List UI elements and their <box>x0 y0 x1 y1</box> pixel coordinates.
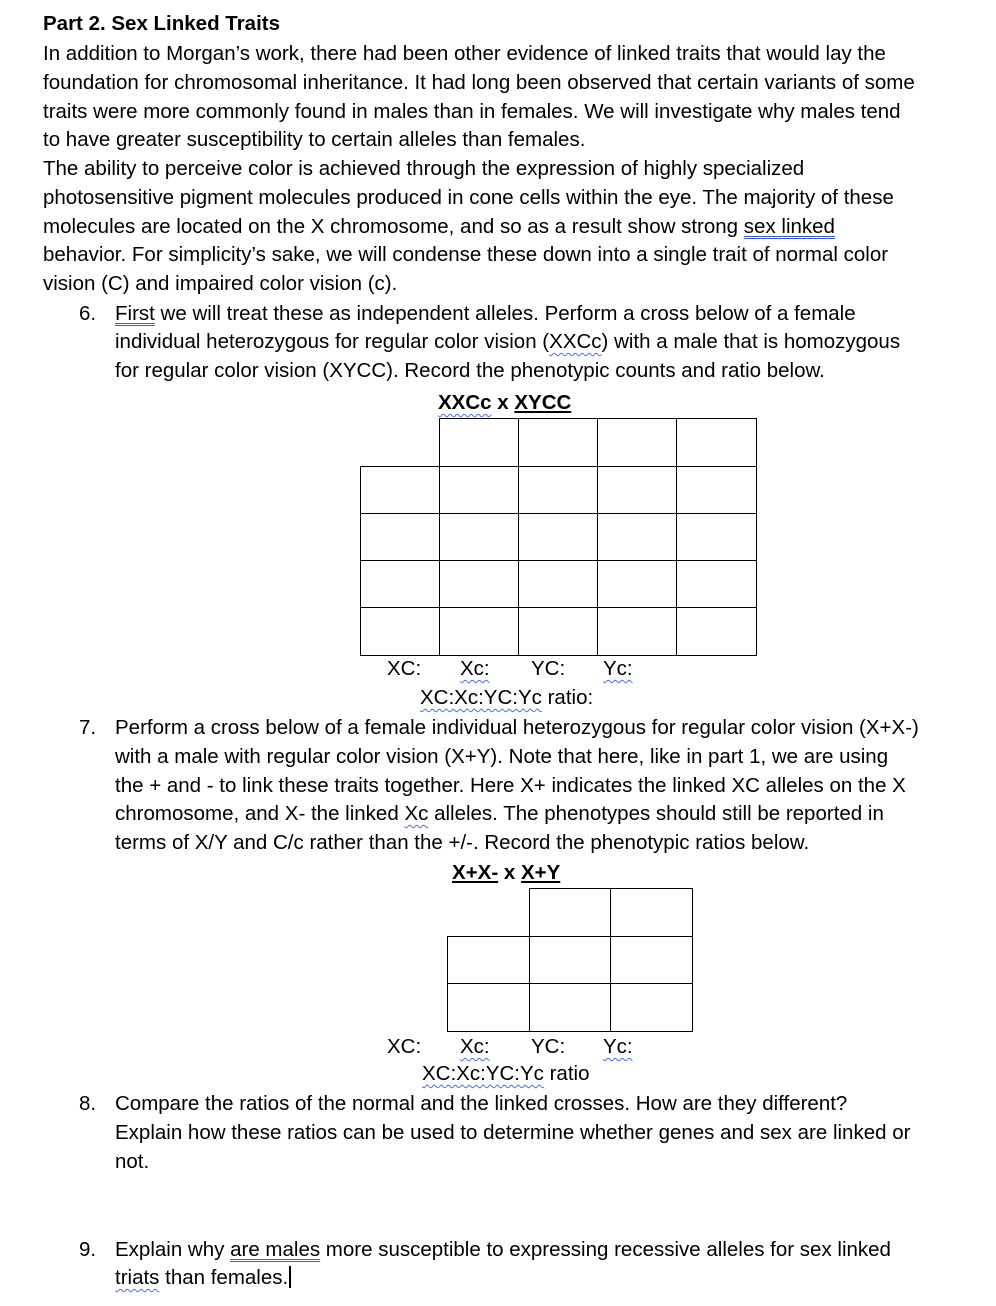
punnett-header-cell[interactable] <box>529 888 611 937</box>
q9-line-1 <box>115 1236 891 1265</box>
q6-line-1 <box>115 300 856 329</box>
q7-ratio-label: XC:Xc:YC:Yc <box>422 1062 544 1085</box>
q7-line-2: with a male with regular color vision (X+Y). Note that here, like in part 1, we are using <box>115 745 889 768</box>
q6-count-yc-lower <box>603 655 633 684</box>
q8-line-3: not. <box>115 1150 150 1173</box>
punnett-cell[interactable] <box>529 936 611 984</box>
q7-line-3: the + and - to link these traits together. Here X+ indicates the linked XC alleles on the X <box>115 774 906 797</box>
spell-flag-xxcc: XXCc <box>549 330 602 353</box>
punnett-cell[interactable] <box>610 983 693 1032</box>
q6-line-2 <box>115 328 900 357</box>
grammar-flag-sex-linked: sex linked <box>743 215 835 238</box>
grammar-flag-are-males: are males <box>230 1238 321 1261</box>
punnett-cell[interactable] <box>610 936 693 984</box>
punnett-cell[interactable] <box>676 607 757 656</box>
q6-count-xc-lower <box>460 655 490 684</box>
q6-ratio-label: XC:Xc:YC:Yc <box>420 686 542 709</box>
q6-ratio-suffix: ratio: <box>541 686 594 709</box>
intro-line-1: In addition to Morgan’s work, there had been other evidence of linked traits that would lay the <box>43 42 886 65</box>
q7-line-4a: chromosome, and X- the linked <box>115 802 405 825</box>
para2-line-2: photosensitive pigment molecules produced in cone cells within the eye. The majority of these <box>43 186 894 209</box>
q6-cross-label <box>438 389 571 418</box>
q6-ratio <box>420 684 593 713</box>
q6-number: 6. <box>79 302 97 325</box>
q7-count-xc-lower-text: Xc: <box>460 1035 490 1058</box>
q6-line-1-text: we will treat these as independent alleles. Perform a cross below of a female <box>154 302 856 325</box>
grammar-flag-first: First <box>115 302 155 325</box>
q7-cross-x: x <box>498 861 521 884</box>
punnett-cell[interactable] <box>529 983 611 1032</box>
q7-line-1: Perform a cross below of a female individual heterozygous for regular color vision (X+X-) <box>115 716 919 739</box>
punnett-cell[interactable] <box>439 560 519 608</box>
q6-count-xc: XC: <box>387 657 422 680</box>
intro-line-3: traits were more commonly found in males than in females. We will investigate why males tend <box>43 100 901 123</box>
punnett-cell[interactable] <box>518 560 598 608</box>
para2-line-5: vision (C) and impaired color vision (c). <box>43 272 398 295</box>
punnett-header-cell[interactable] <box>518 418 598 467</box>
para2-line-1: The ability to perceive color is achieved through the expression of highly specialized <box>43 157 805 180</box>
punnett-cell[interactable] <box>439 607 519 656</box>
punnett-cell[interactable] <box>676 513 757 561</box>
q9-line-2[interactable] <box>115 1264 291 1293</box>
text-cursor <box>289 1266 291 1288</box>
spell-flag-xc: Xc <box>404 802 429 825</box>
q7-count-yc-lower <box>603 1033 633 1062</box>
punnett-cell[interactable] <box>439 513 519 561</box>
q7-cross-male: X+Y <box>520 861 561 884</box>
punnett-header-cell[interactable] <box>676 418 757 467</box>
q6-count-yc: YC: <box>531 657 566 680</box>
punnett-cell[interactable] <box>676 466 757 514</box>
q9-line-1a: Explain why <box>115 1238 231 1261</box>
punnett-cell[interactable] <box>447 936 530 984</box>
punnett-cell[interactable] <box>439 466 519 514</box>
q9-number: 9. <box>79 1238 97 1261</box>
punnett-cell[interactable] <box>597 607 677 656</box>
q6-line-2a: individual heterozygous for regular color vision ( <box>115 330 550 353</box>
punnett-cell[interactable] <box>518 513 598 561</box>
punnett-cell[interactable] <box>360 513 440 561</box>
q7-line-4c: alleles. The phenotypes should still be reported in <box>428 802 884 825</box>
q9-line-2b: than females. <box>159 1266 289 1289</box>
q6-count-yc-lower-text: Yc: <box>603 657 633 680</box>
punnett-cell[interactable] <box>597 466 677 514</box>
q8-line-2: Explain how these ratios can be used to determine whether genes and sex are linked or <box>115 1121 911 1144</box>
q6-cross-x: x <box>491 391 515 414</box>
q7-cross-female: X+X- <box>452 861 499 884</box>
punnett-header-cell[interactable] <box>610 888 693 937</box>
punnett-cell[interactable] <box>518 607 598 656</box>
q7-ratio-suffix: ratio <box>543 1062 590 1085</box>
para2-line-4: behavior. For simplicity’s sake, we will condense these down into a single trait of normal color <box>43 243 889 266</box>
q8-number: 8. <box>79 1092 97 1115</box>
para2-line-3 <box>43 213 835 242</box>
spell-flag-triats: triats <box>115 1266 160 1289</box>
punnett-cell[interactable] <box>597 513 677 561</box>
q9-line-1c: more susceptible to expressing recessive alleles for sex linked <box>320 1238 891 1261</box>
intro-line-2: foundation for chromosomal inheritance. It had long been observed that certain variants of some <box>43 71 915 94</box>
punnett-cell[interactable] <box>518 466 598 514</box>
punnett-header-cell[interactable] <box>597 418 677 467</box>
q6-cross-male: XYCC <box>514 391 572 414</box>
punnett-cell[interactable] <box>676 560 757 608</box>
para2-line-3-text: molecules are located on the X chromosome, and so as a result show strong <box>43 215 744 238</box>
q7-ratio <box>422 1060 589 1089</box>
punnett-cell[interactable] <box>360 560 440 608</box>
punnett-cell[interactable] <box>447 983 530 1032</box>
punnett-cell[interactable] <box>360 466 440 514</box>
punnett-cell[interactable] <box>360 607 440 656</box>
q8-line-1: Compare the ratios of the normal and the linked crosses. How are they different? <box>115 1092 848 1115</box>
q7-line-4 <box>115 800 884 829</box>
q7-line-5: terms of X/Y and C/c rather than the +/-. Record the phenotypic ratios below. <box>115 831 810 854</box>
punnett-cell[interactable] <box>597 560 677 608</box>
q7-count-xc: XC: <box>387 1035 422 1058</box>
intro-line-4: to have greater susceptibility to certain alleles than females. <box>43 128 586 151</box>
q6-line-2c: ) with a male that is homozygous <box>601 330 901 353</box>
q7-count-yc-lower-text: Yc: <box>603 1035 633 1058</box>
q7-count-yc: YC: <box>531 1035 566 1058</box>
q6-line-3: for regular color vision (XYCC). Record the phenotypic counts and ratio below. <box>115 359 825 382</box>
q7-cross-label <box>452 859 560 888</box>
punnett-header-cell[interactable] <box>439 418 519 467</box>
q6-cross-female: XXCc <box>438 391 492 414</box>
section-heading: Part 2. Sex Linked Traits <box>43 12 280 35</box>
q6-count-xc-lower-text: Xc: <box>460 657 490 680</box>
q7-count-xc-lower <box>460 1033 490 1062</box>
q7-number: 7. <box>79 716 97 739</box>
